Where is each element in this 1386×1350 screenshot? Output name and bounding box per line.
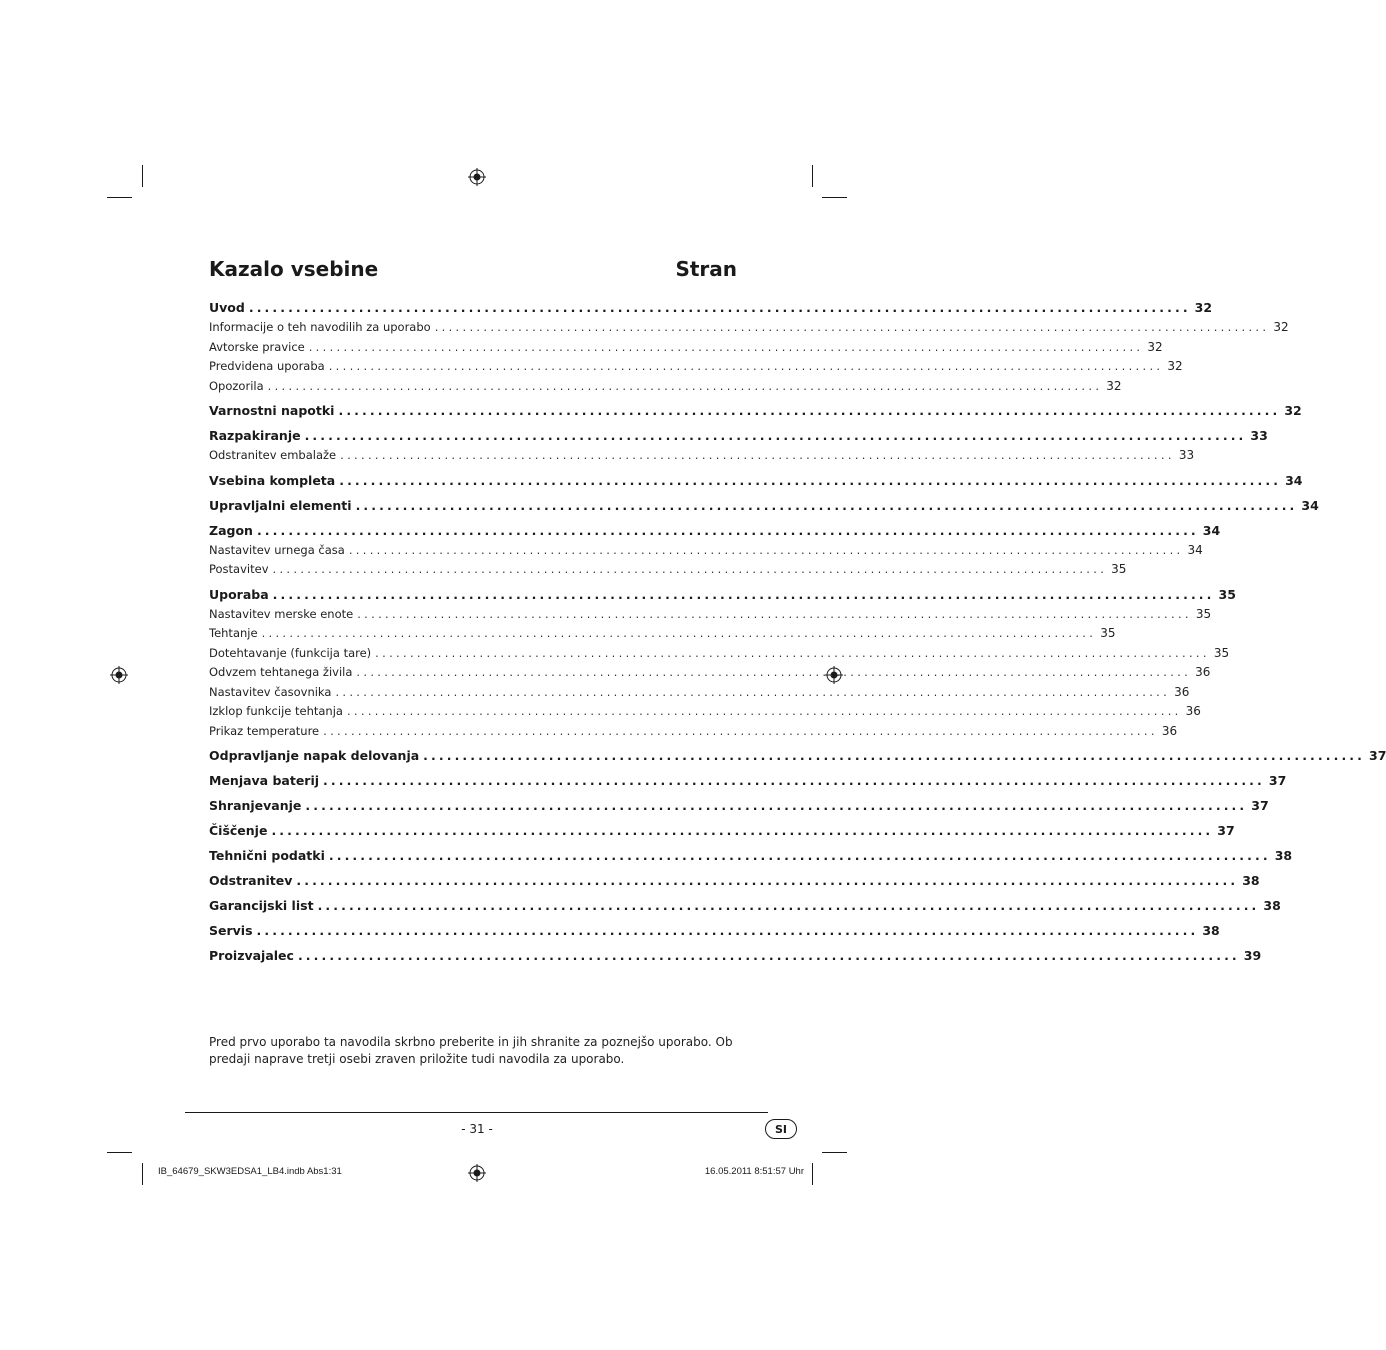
toc-section-entry [209,873,1260,893]
toc-entry-page: 32 [1147,339,1163,354]
toc-leader-dots: ........................................................................................................................ [423,748,1365,763]
toc-entry-page: 35 [1213,645,1230,660]
toc-subsection-entry [209,645,1230,666]
toc-entry-label: Garancijski list [209,898,314,913]
toc-entry-label: Zagon [209,522,253,538]
table-of-contents [209,300,1386,968]
crop-mark [142,1163,143,1185]
print-slug-timestamp: 16.05.2011 8:51:57 Uhr [704,1166,804,1177]
toc-leader-dots: ........................................................................................................................ [338,403,1281,418]
crop-mark [107,197,132,198]
toc-leader-dots: ........................................................................................................................ [305,798,1248,813]
toc-entry-label: Prikaz temperature [209,723,320,738]
crop-mark [812,1163,813,1185]
toc-section-entry [209,522,1221,543]
toc-section-entry [209,948,1262,968]
toc-entry-page: 35 [1111,562,1127,576]
toc-entry-label: Izklop funkcije tehtanja [209,704,343,718]
crop-mark [812,165,813,187]
toc-subsection-entry [209,448,1195,468]
toc-entry-label: Vsebina kompleta [209,472,336,488]
toc-section-entry [209,923,1220,943]
toc-leader-dots: ........................................................................................................................ [248,300,1191,315]
toc-entry-label: Odstranitev embalaže [209,448,337,462]
toc-leader-dots: ........................................................................................................................ [272,562,1108,576]
toc-leader-dots: ........................................................................................................................ [297,948,1240,963]
toc-subsection-entry [209,665,1211,685]
toc-leader-dots: ........................................................................................................................ [328,359,1164,373]
toc-heading [209,257,737,281]
toc-leader-dots: ........................................................................................................................ [317,898,1260,913]
toc-entry-page: 33 [1250,428,1268,443]
toc-leader-dots: ........................................................................................................................ [348,542,1184,557]
toc-leader-dots: ........................................................................................................................ [328,848,1271,863]
toc-leader-dots: ........................................................................................................................ [335,684,1171,699]
toc-entry-page: 36 [1174,684,1190,699]
toc-subsection-entry [209,542,1203,563]
toc-section-entry [209,586,1236,607]
page-title: Kazalo vsebine [209,257,379,281]
toc-entry-label: Proizvajalec [209,948,294,963]
toc-leader-dots: ........................................................................................................................ [323,723,1158,738]
toc-entry-label: Shranjevanje [209,798,302,813]
footer-divider [185,1112,768,1113]
toc-entry-page: 37 [1369,748,1386,763]
print-slug-file: IB_64679_SKW3EDSA1_LB4.indb Abs1:31 [158,1166,342,1177]
toc-entry-page: 37 [1268,773,1287,788]
toc-leader-dots: ........................................................................................................................ [256,522,1199,538]
toc-section-entry [209,300,1213,320]
toc-entry-label: Tehnični podatki [209,848,325,863]
toc-section-entry [209,823,1235,843]
toc-section-entry [209,798,1269,818]
toc-section-entry [209,403,1302,423]
toc-leader-dots: ........................................................................................................................ [356,665,1192,679]
toc-entry-page: 37 [1217,823,1235,838]
toc-entry-label: Nastavitev časovnika [209,684,332,699]
toc-entry-page: 32 [1284,403,1302,418]
usage-note: Pred prvo uporabo ta navodila skrbno preberite in jih shranite za poznejšo uporabo. Ob predaji naprave tretji osebi zraven priložite tudi navodila za uporabo. [209,1035,733,1066]
toc-leader-dots: ........................................................................................................................ [272,586,1215,602]
toc-subsection-entry [209,562,1127,582]
toc-leader-dots: ........................................................................................................................ [339,472,1282,488]
toc-entry-page: 32 [1167,359,1183,373]
toc-subsection-entry [209,626,1116,646]
toc-leader-dots: ........................................................................................................................ [271,823,1214,838]
toc-section-entry [209,497,1319,518]
toc-leader-dots: ........................................................................................................................ [304,428,1247,443]
toc-entry-label: Varnostni napotki [209,403,335,418]
crop-mark [822,197,847,198]
toc-leader-dots: ........................................................................................................................ [357,606,1192,621]
page-number: - 31 - [461,1122,493,1136]
toc-entry-page: 35 [1195,606,1212,621]
toc-entry-page: 35 [1100,626,1116,640]
toc-leader-dots: ........................................................................................................................ [346,704,1182,718]
toc-leader-dots: ........................................................................................................................ [355,497,1298,513]
toc-leader-dots: ........................................................................................................................ [434,320,1270,334]
toc-entry-page: 39 [1243,948,1262,963]
toc-entry-label: Servis [209,923,253,938]
toc-entry-page: 35 [1218,586,1236,602]
toc-section-entry [209,898,1281,918]
toc-entry-label: Odstranitev [209,873,293,888]
toc-entry-page: 38 [1242,873,1260,888]
crop-mark [107,1152,132,1153]
toc-entry-label: Odvzem tehtanega živila [209,665,353,679]
toc-entry-label: Čiščenje [209,823,268,838]
toc-entry-page: 32 [1194,300,1213,315]
crop-mark [822,1152,847,1153]
toc-leader-dots: ........................................................................................................................ [261,626,1097,640]
toc-entry-label: Predvidena uporaba [209,359,325,373]
toc-subsection-entry [209,704,1201,724]
toc-entry-page: 34 [1285,472,1303,488]
toc-section-entry [209,848,1293,868]
toc-entry-page: 32 [1273,320,1289,334]
toc-leader-dots: ........................................................................................................................ [296,873,1239,888]
toc-entry-label: Uvod [209,300,245,315]
toc-entry-label: Upravljalni elementi [209,497,352,513]
toc-entry-label: Avtorske pravice [209,339,305,354]
toc-entry-page: 37 [1251,798,1269,813]
toc-leader-dots: ........................................................................................................................ [308,339,1144,354]
toc-entry-page: 33 [1178,448,1195,462]
toc-entry-label: Dotehtavanje (funkcija tare) [209,645,372,660]
toc-entry-label: Razpakiranje [209,428,301,443]
toc-entry-page: 38 [1274,848,1293,863]
toc-leader-dots: ........................................................................................................................ [375,645,1210,660]
toc-subsection-entry [209,320,1289,340]
toc-entry-label: Odpravljanje napak delovanja [209,748,420,763]
registration-mark-icon [468,168,486,186]
page-column-heading: Stran [675,257,737,281]
toc-section-entry [209,472,1303,493]
toc-entry-page: 36 [1185,704,1201,718]
toc-section-entry [209,428,1268,448]
crop-mark [142,165,143,187]
toc-entry-page: 34 [1202,522,1221,538]
registration-mark-icon [110,666,128,684]
toc-entry-label: Opozorila [209,378,264,393]
toc-subsection-entry [209,723,1178,744]
toc-entry-label: Informacije o teh navodilih za uporabo [209,320,431,334]
toc-entry-label: Uporaba [209,586,269,602]
toc-entry-page: 38 [1202,923,1220,938]
toc-entry-page: 36 [1161,723,1178,738]
toc-entry-label: Menjava baterij [209,773,320,788]
toc-entry-page: 36 [1195,665,1211,679]
toc-entry-page: 38 [1263,898,1281,913]
toc-entry-label: Postavitev [209,562,269,576]
toc-entry-page: 34 [1187,542,1203,557]
toc-subsection-entry [209,378,1122,399]
toc-section-entry [209,773,1287,793]
toc-subsection-entry [209,684,1190,705]
toc-leader-dots: ........................................................................................................................ [267,378,1103,393]
toc-entry-page: 32 [1106,378,1122,393]
toc-leader-dots: ........................................................................................................................ [323,773,1265,788]
toc-subsection-entry [209,606,1212,627]
toc-entry-page: 34 [1301,497,1319,513]
toc-section-entry [209,748,1386,768]
toc-entry-label: Nastavitev urnega časa [209,542,345,557]
toc-leader-dots: ........................................................................................................................ [340,448,1175,462]
registration-mark-icon [468,1164,486,1182]
toc-entry-label: Tehtanje [209,626,258,640]
toc-subsection-entry [209,359,1183,379]
toc-entry-label: Nastavitev merske enote [209,606,354,621]
language-badge: SI [765,1119,797,1139]
toc-subsection-entry [209,339,1163,360]
toc-leader-dots: ........................................................................................................................ [256,923,1199,938]
